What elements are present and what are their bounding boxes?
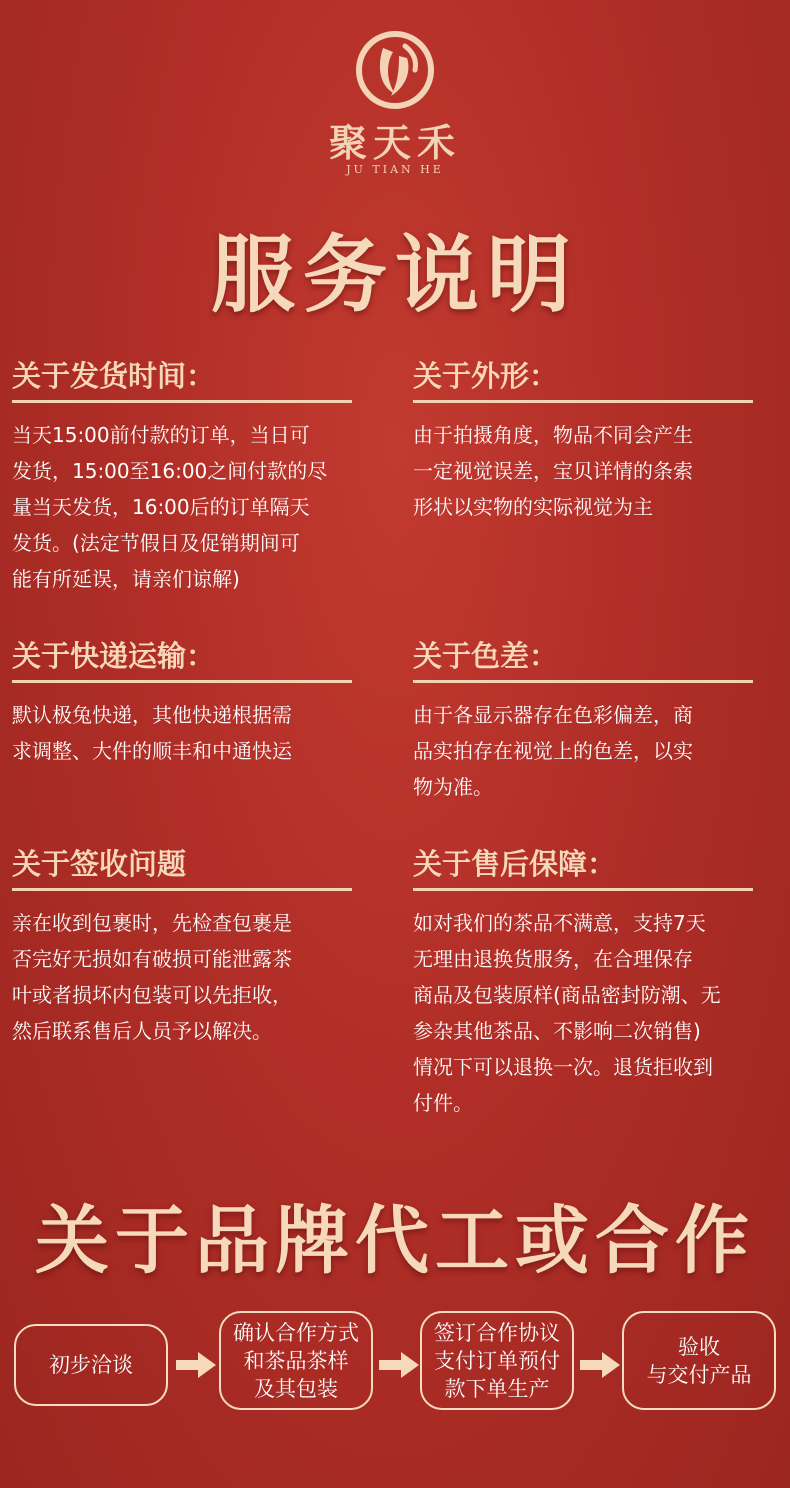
brand-logo bbox=[0, 30, 790, 176]
section-divider bbox=[12, 680, 352, 683]
section-appearance bbox=[413, 358, 783, 525]
page-title: 服务说明 bbox=[210, 225, 579, 324]
step-confirm-cooperation: 确认合作方式 和茶品茶样 及其包装 bbox=[219, 1311, 373, 1410]
step-acceptance-delivery: 验收 与交付产品 bbox=[622, 1311, 776, 1410]
section-title: 关于发货时间： bbox=[12, 359, 216, 393]
section-body: 由于各显示器存在色彩偏差，商 品实拍存在视觉上的色差，以实 物为准。 bbox=[413, 703, 693, 799]
section-body: 当天15:00前付款的订单，当日可 发货，15:00至16:00之间付款的尽 量当天发货，16:00后的订单隔天 发货。(法定节假日及促销期间可 能有所延误，请亲们谅解) bbox=[12, 423, 328, 591]
section-body: 由于拍摄角度，物品不同会产生 一定视觉误差，宝贝详情的条索 形状以实物的实际视觉为主 bbox=[413, 423, 693, 519]
section-divider bbox=[413, 888, 753, 891]
arrow-right-icon bbox=[379, 1352, 419, 1378]
leaf-logo-icon bbox=[355, 30, 435, 110]
section-body: 亲在收到包裹时，先检查包裹是 否完好无损如有破损可能泄露茶 叶或者损坏内包装可以先拒收， 然后联系售后人员予以解决。 bbox=[12, 911, 292, 1043]
section-title: 关于签收问题 bbox=[12, 847, 187, 881]
section-body: 默认极兔快递，其他快递根据需 求调整、大件的顺丰和中通快运 bbox=[12, 703, 292, 763]
arrow-right-icon bbox=[176, 1352, 216, 1378]
step-initial-talk: 初步洽谈 bbox=[14, 1324, 168, 1406]
section-shipping-time bbox=[12, 358, 354, 597]
brand-name-en: JU TIAN HE bbox=[346, 163, 444, 176]
section-color-difference bbox=[413, 638, 783, 805]
arrow-right-icon bbox=[580, 1352, 620, 1378]
cooperation-title: 关于品牌代工或合作 bbox=[35, 1198, 755, 1284]
section-divider bbox=[413, 400, 753, 403]
section-divider bbox=[12, 888, 352, 891]
section-title: 关于外形： bbox=[413, 359, 559, 393]
step-sign-agreement: 签订合作协议 支付订单预付 款下单生产 bbox=[420, 1311, 574, 1410]
section-title: 关于售后保障： bbox=[413, 847, 617, 881]
section-divider bbox=[12, 400, 352, 403]
section-receipt bbox=[12, 846, 354, 1049]
section-express-shipping bbox=[12, 638, 354, 769]
section-title: 关于快递运输： bbox=[12, 639, 216, 673]
brand-name-cn: 聚天禾 bbox=[328, 120, 461, 165]
section-after-sales bbox=[413, 846, 783, 1121]
section-title: 关于色差： bbox=[413, 639, 559, 673]
section-divider bbox=[413, 680, 753, 683]
section-body: 如对我们的茶品不满意，支持7天 无理由退换货服务，在合理保存 商品及包装原样(商品密封防潮、无 参杂其他茶品、不影响二次销售) 情况下可以退换一次。退货拒收到 付件。 bbox=[413, 911, 721, 1115]
